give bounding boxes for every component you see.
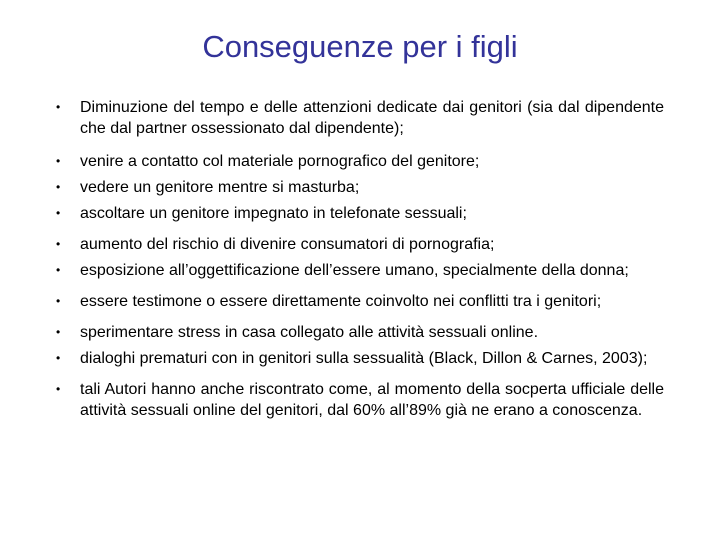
bullet-icon: • [56, 100, 61, 114]
list-item-text: aumento del rischio di divenire consumatori di pornografia; [80, 236, 495, 253]
list-item [56, 177, 664, 198]
list-item-text: Diminuzione del tempo e delle attenzioni dedicate dai genitori (sia dal dipendente che dal partner ossessionato dal dipendente); [80, 99, 664, 137]
bullet-icon: • [56, 154, 61, 168]
list-item [56, 322, 664, 343]
bullet-icon: • [56, 325, 61, 339]
bullet-icon: • [56, 294, 61, 308]
list-item [56, 203, 664, 224]
list-item-text: ascoltare un genitore impegnato in telefonate sessuali; [80, 205, 467, 222]
list-item-text: tali Autori hanno anche riscontrato come, al momento della socperta ufficiale delle attività sessuali online del genitori, dal 60% all’89% già ne erano a conoscenza. [80, 381, 664, 419]
bullet-icon: • [56, 263, 61, 277]
list-item [56, 151, 664, 172]
list-item-text: essere testimone o essere direttamente coinvolto nei conflitti tra i genitori; [80, 293, 602, 310]
list-item [56, 260, 664, 281]
bullet-icon: • [56, 382, 61, 396]
bullet-icon: • [56, 237, 61, 251]
list-item-text: dialoghi prematuri con in genitori sulla sessualità (Black, Dillon & Carnes, 2003); [80, 350, 648, 367]
list-item [56, 291, 664, 312]
slide-title: Conseguenze per i figli [202, 29, 518, 64]
list-item-text: esposizione all’oggettificazione dell’essere umano, specialmente della donna; [80, 262, 629, 279]
list-item [56, 97, 664, 139]
bullet-list [56, 97, 664, 421]
list-item-text: sperimentare stress in casa collegato alle attività sessuali online. [80, 324, 539, 341]
bullet-icon: • [56, 351, 61, 365]
bullet-icon: • [56, 206, 61, 220]
list-item-text: vedere un genitore mentre si masturba; [80, 179, 360, 196]
list-item [56, 234, 664, 255]
list-item [56, 379, 664, 421]
list-item [56, 348, 664, 369]
bullet-icon: • [56, 180, 61, 194]
list-item-text: venire a contatto col materiale pornografico del genitore; [80, 153, 480, 170]
